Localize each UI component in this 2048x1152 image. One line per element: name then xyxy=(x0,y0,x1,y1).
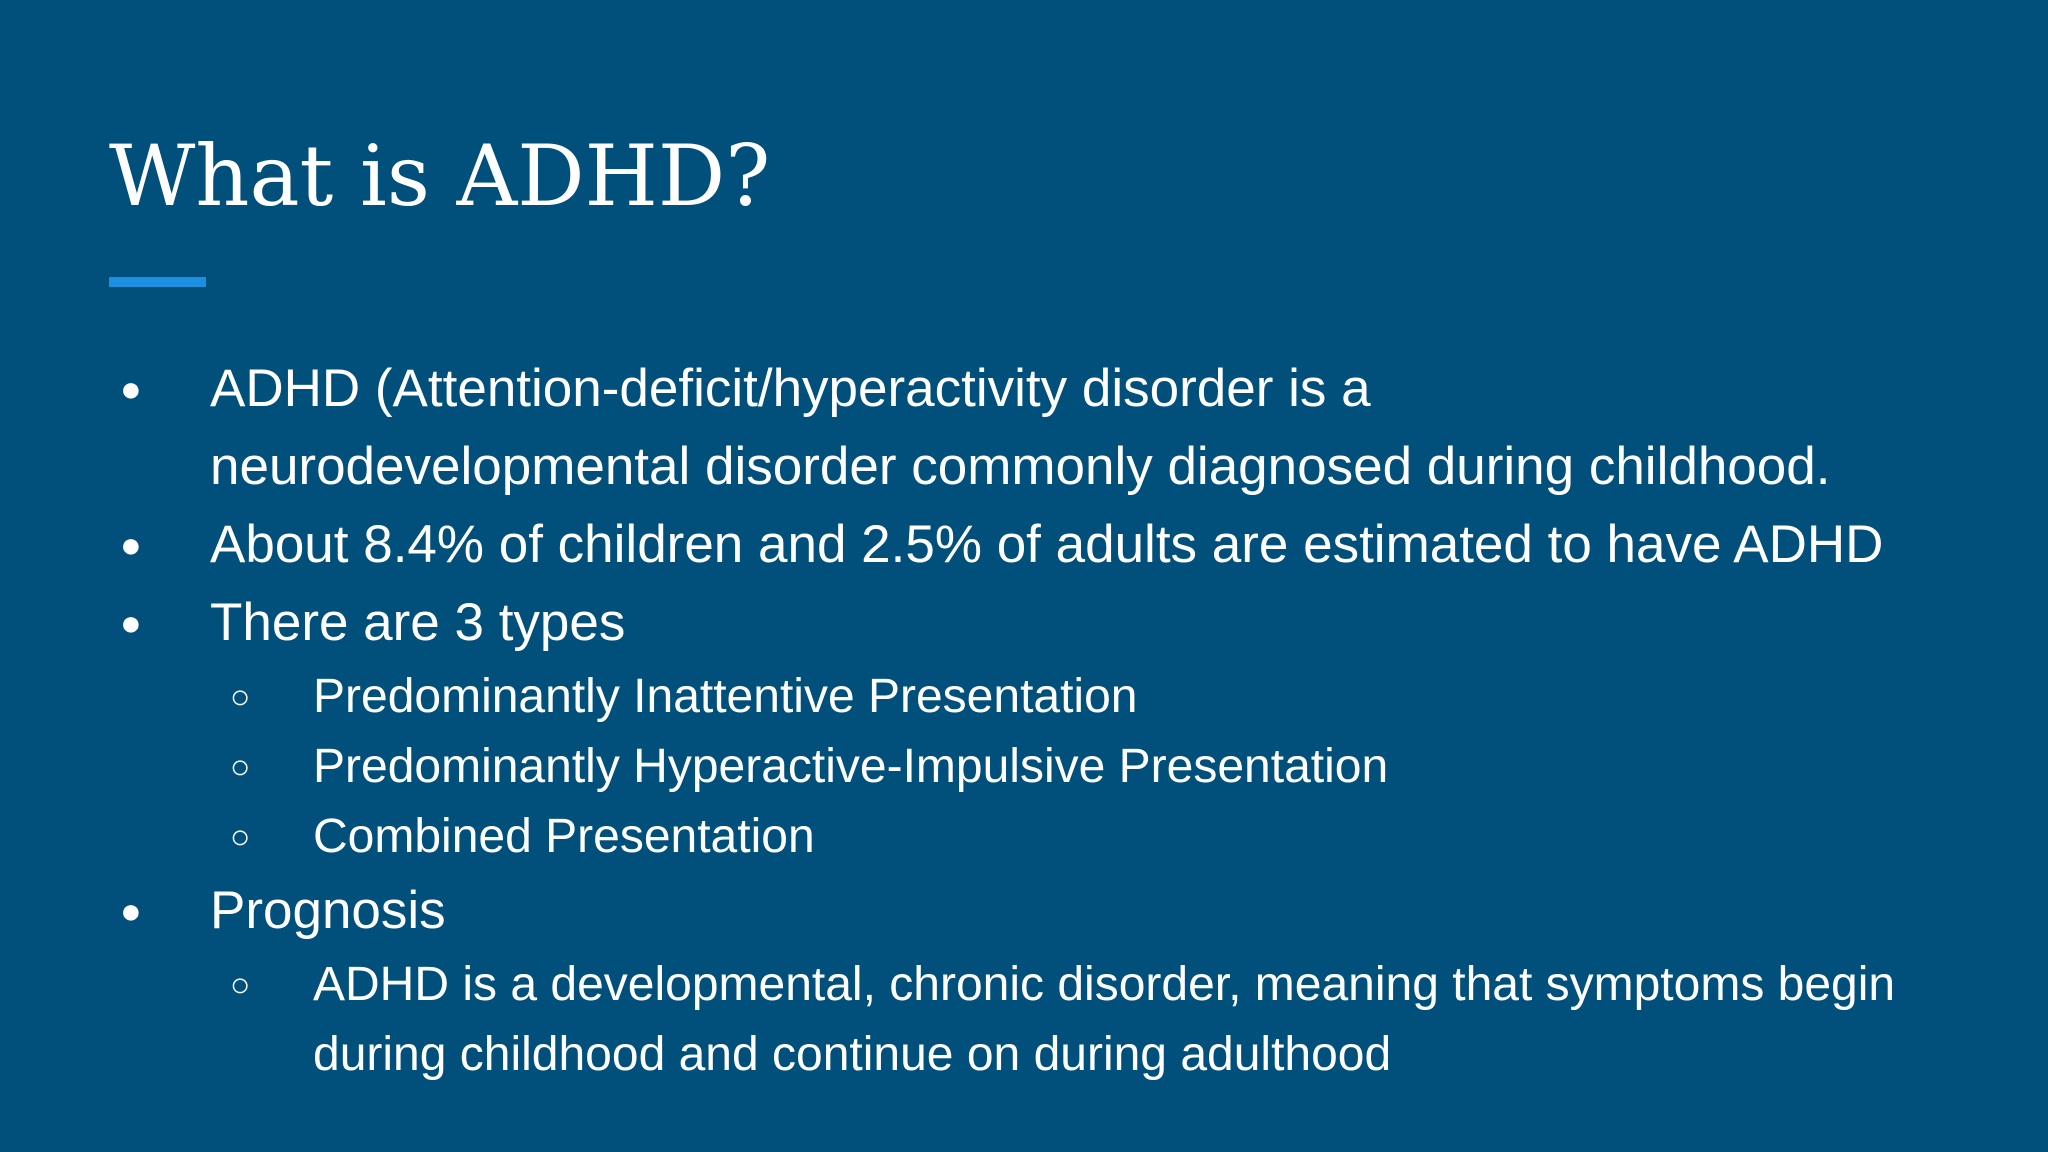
bullet-item xyxy=(120,350,2020,506)
sub-bullet-text-line: during childhood and continue on during adulthood xyxy=(313,1028,1392,1081)
sub-bullet-circle-icon: ○ xyxy=(230,966,251,1004)
title-accent-bar xyxy=(109,277,206,287)
bullet-text-line: There are 3 types xyxy=(210,593,626,652)
sub-bullet-circle-icon: ○ xyxy=(230,678,251,716)
slide-title: What is ADHD? xyxy=(109,127,771,225)
sub-bullet-item xyxy=(120,950,2020,1090)
bullet-dot-icon: ● xyxy=(120,524,142,565)
bullet-text-line: ADHD (Attention-deficit/hyperactivity disorder is a xyxy=(210,359,1371,418)
sub-bullet-circle-icon: ○ xyxy=(230,818,251,856)
bullet-item xyxy=(120,872,2020,950)
bullet-dot-icon: ● xyxy=(120,890,142,931)
sub-bullet-item xyxy=(120,732,2020,802)
sub-bullet-text-line: Predominantly Hyperactive-Impulsive Presentation xyxy=(313,740,1389,793)
sub-bullet-circle-icon: ○ xyxy=(230,748,251,786)
bullet-item xyxy=(120,584,2020,662)
sub-bullet-text-line: Predominantly Inattentive Presentation xyxy=(313,670,1138,723)
bullet-dot-icon: ● xyxy=(120,602,142,643)
bullet-item xyxy=(120,506,2020,584)
sub-bullet-item xyxy=(120,662,2020,732)
bullet-list xyxy=(120,350,2020,1090)
bullet-text-line: neurodevelopmental disorder commonly diagnosed during childhood. xyxy=(210,437,1831,496)
sub-bullet-item xyxy=(120,802,2020,872)
bullet-text-line: About 8.4% of children and 2.5% of adults are estimated to have ADHD xyxy=(210,515,1884,574)
bullet-dot-icon: ● xyxy=(120,368,142,409)
sub-bullet-text-line: Combined Presentation xyxy=(313,810,815,863)
bullet-text-line: Prognosis xyxy=(210,881,446,940)
sub-bullet-text-line: ADHD is a developmental, chronic disorder, meaning that symptoms begin xyxy=(313,958,1896,1011)
